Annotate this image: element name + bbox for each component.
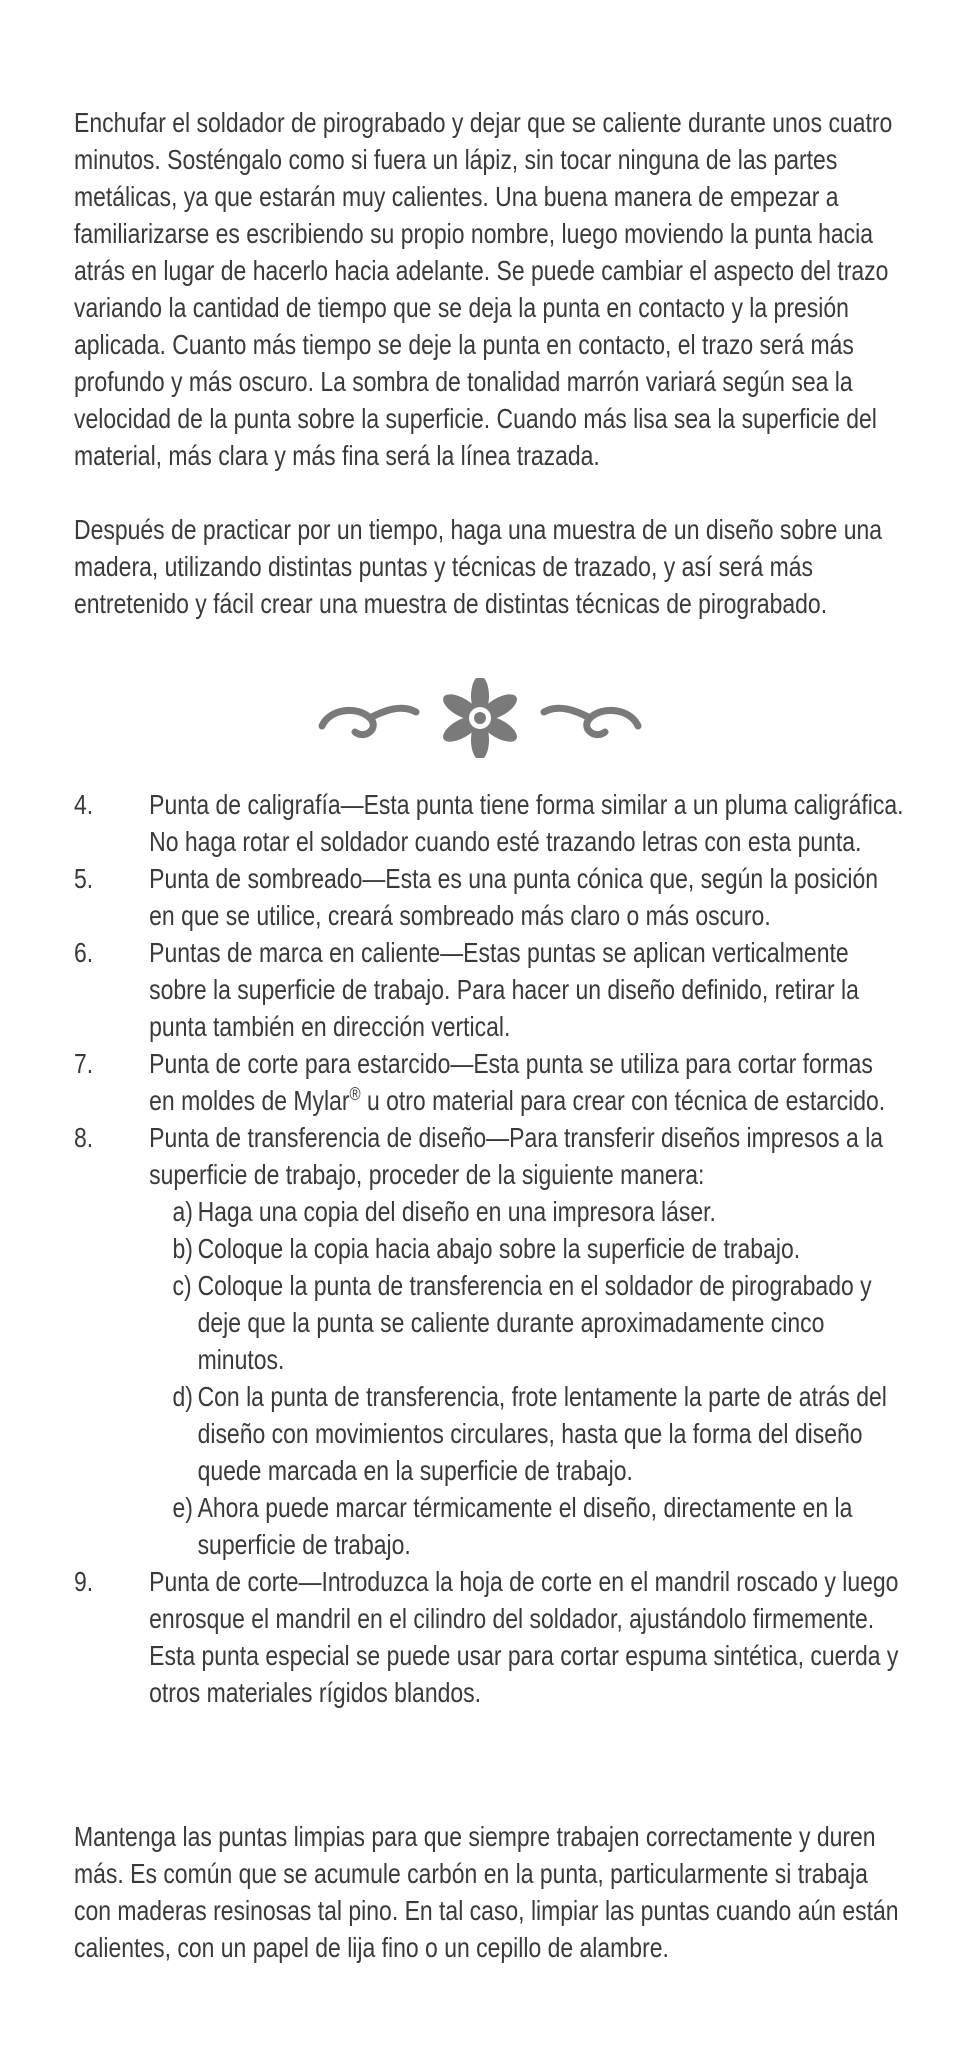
- registered-mark: ®: [349, 1084, 361, 1104]
- sub-step-letter: d): [172, 1381, 193, 1412]
- item-text: [149, 1045, 904, 1119]
- sub-step-text: Coloque la punta de transferencia en el soldador de pirograbado y deje que la punta se caliente durante aproximadamente cinco minutos.: [197, 1270, 872, 1375]
- sub-step-letter: e): [172, 1492, 193, 1523]
- tips-list: [74, 786, 904, 1711]
- sub-step-text: Coloque la copia hacia abajo sobre la superficie de trabajo.: [197, 1233, 801, 1264]
- sub-step-letter: b): [172, 1233, 193, 1264]
- item-number: 4.: [74, 789, 94, 820]
- intro-paragraph-2: Después de practicar por un tiempo, haga una muestra de un diseño sobre una madera, utilizando distintas puntas y técnicas de trazado, y así será más entretenido y fácil crear una muestra de distintas técnicas de pirograbado.: [74, 514, 883, 619]
- item-text: Punta de caligrafía—Esta punta tiene forma similar a un pluma caligráfica. No haga rotar el soldador cuando esté trazando letras con esta punta.: [149, 789, 904, 857]
- item-text: Punta de corte—Introduzca la hoja de corte en el mandril roscado y luego enrosque el mandril en el cilindro del soldador, ajustándolo firmemente. Esta punta especial se puede usar para cortar espuma sintética, cuerda y otros materiales rígidos blandos.: [149, 1566, 899, 1708]
- sub-step-text: Ahora puede marcar térmicamente el diseño, directamente en la superficie de trabajo.: [197, 1492, 853, 1560]
- item-text-before: Punta de corte para estarcido—Esta punta se utiliza para cortar formas en moldes de Mylar: [149, 1048, 873, 1116]
- intro-section: [74, 104, 904, 622]
- item-number: 8.: [74, 1122, 94, 1153]
- sub-step-e: [173, 1489, 904, 1563]
- list-item-9: [74, 1563, 904, 1711]
- sub-step-letter: c): [172, 1270, 192, 1301]
- item-number: 5.: [74, 863, 94, 894]
- list-item-7: [74, 1045, 904, 1119]
- sub-step-d: [173, 1378, 904, 1489]
- sub-step-c: [173, 1267, 904, 1378]
- item-number: 9.: [74, 1566, 94, 1597]
- item-text-after: u otro material para crear con técnica de estarcido.: [360, 1085, 886, 1116]
- list-item-6: [74, 934, 904, 1045]
- sub-step-a: [173, 1193, 904, 1230]
- intro-paragraph-1: Enchufar el soldador de pirograbado y dejar que se caliente durante unos cuatro minutos. Sosténgalo como si fuera un lápiz, sin tocar ninguna de las partes metálicas, ya que estarán muy calientes. Una buena manera de empezar a familiarizarse es escribiendo su propio nombre, luego moviendo la punta hacia atrás en lugar de hacerlo hacia adelante. Se puede cambiar el aspecto del trazo variando la cantidad de tiempo que se deja la punta en contacto y la presión aplicada. Cuanto más tiempo se deje la punta en contacto, el trazo será más profundo y más oscuro. La sombra de tonalidad marrón variará según sea la velocidad de la punta sobre la superficie. Cuando más lisa sea la superficie del material, más clara y más fina será la línea trazada.: [74, 107, 893, 471]
- item-number: 7.: [74, 1048, 94, 1079]
- sub-step-letter: a): [172, 1196, 193, 1227]
- list-item-5: [74, 860, 904, 934]
- list-item-8: [74, 1119, 904, 1563]
- closing-section: [74, 1818, 904, 1966]
- floral-divider-icon: [310, 678, 650, 758]
- item-number: 6.: [74, 937, 94, 968]
- item-text: Punta de sombreado—Esta es una punta cónica que, según la posición en que se utilice, creará sombreado más claro o más oscuro.: [149, 863, 879, 931]
- sub-step-b: [173, 1230, 904, 1267]
- item-text: Punta de transferencia de diseño—Para transferir diseños impresos a la superficie de trabajo, proceder de la siguiente manera:: [149, 1122, 884, 1190]
- sub-step-text: Con la punta de transferencia, frote lentamente la parte de atrás del diseño con movimientos circulares, hasta que la forma del diseño quede marcada en la superficie de trabajo.: [197, 1381, 887, 1486]
- list-item-4: [74, 786, 904, 860]
- closing-paragraph: Mantenga las puntas limpias para que siempre trabajen correctamente y duren más. Es común que se acumule carbón en la punta, particularmente si trabaja con maderas resinosas tal pino. En tal caso, limpiar las puntas cuando aún están calientes, con un papel de lija fino o un cepillo de alambre.: [74, 1821, 899, 1963]
- item-text: Puntas de marca en caliente—Estas puntas se aplican verticalmente sobre la superficie de trabajo. Para hacer un diseño definido, retirar la punta también en dirección vertical.: [149, 937, 859, 1042]
- sub-step-text: Haga una copia del diseño en una impresora láser.: [197, 1196, 716, 1227]
